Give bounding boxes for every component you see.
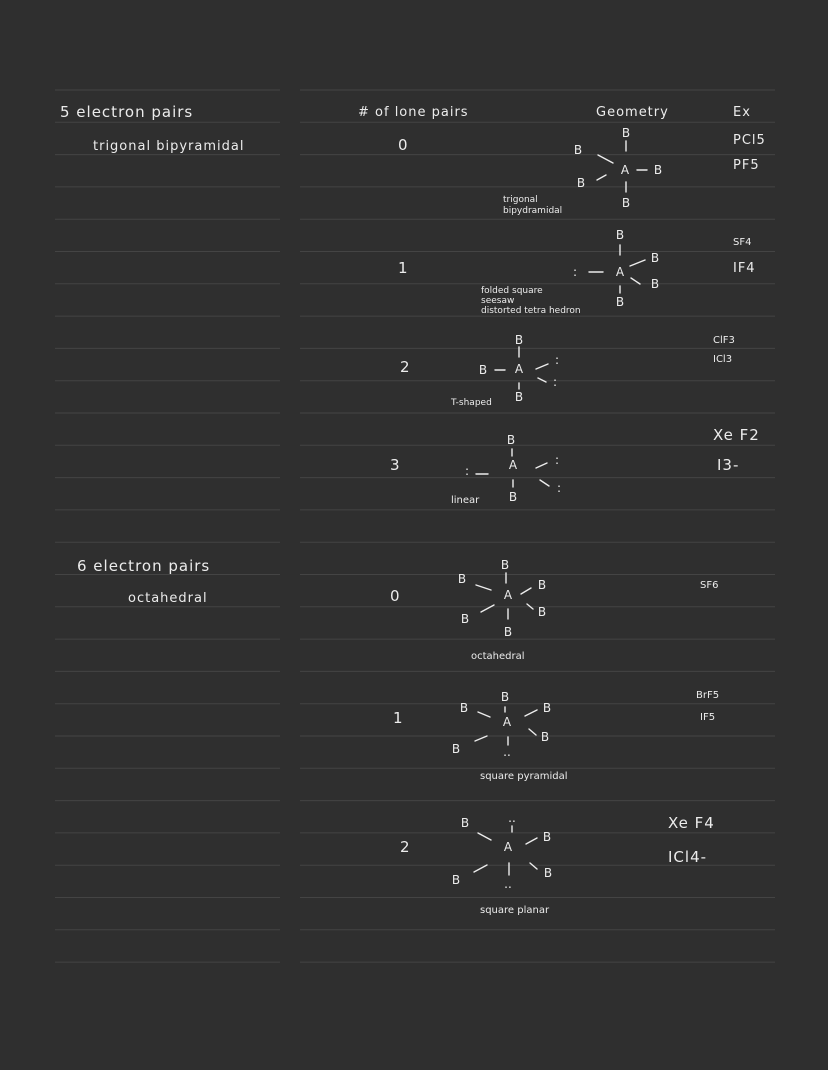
lone-pair: .. — [504, 877, 512, 891]
column-header-ex: Ex — [733, 105, 751, 120]
lone-pairs-count: 2 — [400, 358, 411, 376]
lone-pairs-count: 2 — [400, 838, 411, 856]
example: PF5 — [733, 158, 760, 173]
lone-pair: : — [552, 375, 558, 389]
bonded-atom: B — [451, 873, 461, 887]
lone-pair: : — [556, 481, 562, 495]
lone-pair: : — [572, 265, 578, 279]
geometry-label: bipydramidal — [503, 206, 563, 216]
example: PCl5 — [733, 133, 766, 148]
lone-pair: .. — [508, 811, 516, 825]
bonded-atom: B — [457, 572, 467, 586]
bonded-atom: B — [506, 433, 516, 447]
bonded-atom: B — [508, 490, 518, 504]
example: Xe F4 — [668, 814, 715, 832]
central-atom: A — [615, 265, 625, 279]
bonded-atom: B — [503, 625, 513, 639]
section-subheading-5: trigonal bipyramidal — [93, 139, 245, 154]
bonded-atom: B — [514, 333, 524, 347]
geometry-label: trigonal — [503, 195, 538, 205]
bonded-atom: B — [459, 701, 469, 715]
bonded-atom: B — [540, 730, 550, 744]
bonded-atom: B — [615, 228, 625, 242]
bonded-atom: B — [500, 690, 510, 704]
bonded-atom: B — [460, 816, 470, 830]
example: ICl3 — [713, 354, 733, 365]
bonded-atom: B — [650, 251, 660, 265]
bonded-atom: B — [621, 126, 631, 140]
example: I3- — [717, 456, 740, 474]
lone-pair: : — [464, 464, 470, 478]
lone-pairs-count: 1 — [393, 709, 404, 727]
geometry-label: distorted tetra hedron — [481, 306, 581, 316]
central-atom: A — [620, 163, 630, 177]
example: SF6 — [700, 580, 719, 591]
column-header-geometry: Geometry — [596, 105, 669, 120]
example: ClF3 — [713, 335, 735, 346]
bonded-atom: B — [543, 866, 553, 880]
lone-pairs-count: 3 — [390, 456, 401, 474]
geometry-label: T-shaped — [451, 398, 492, 408]
geometry-label: linear — [451, 495, 480, 506]
example: IF4 — [733, 261, 756, 276]
lone-pair: : — [554, 453, 560, 467]
example: ICl4- — [668, 848, 708, 866]
geometry-label: square pyramidal — [480, 771, 568, 782]
central-atom: A — [514, 362, 524, 376]
lone-pairs-count: 0 — [398, 136, 409, 154]
central-atom: A — [502, 715, 512, 729]
bonded-atom: B — [542, 830, 552, 844]
bonded-atom: B — [478, 363, 488, 377]
bonded-atom: B — [650, 277, 660, 291]
bonded-atom: B — [500, 558, 510, 572]
example: Xe F2 — [713, 426, 760, 444]
section-heading-5: 5 electron pairs — [60, 103, 194, 121]
central-atom: A — [503, 588, 513, 602]
bonded-atom: B — [576, 176, 586, 190]
central-atom: A — [503, 840, 513, 854]
geometry-label: octahedral — [471, 651, 525, 662]
geometry-label: folded square — [481, 286, 543, 296]
bonded-atom: B — [451, 742, 461, 756]
column-header-lone-pairs: # of lone pairs — [358, 105, 469, 120]
lone-pairs-count: 1 — [398, 259, 409, 277]
example: BrF5 — [696, 690, 720, 701]
bonded-atom: B — [514, 390, 524, 404]
bonded-atom: B — [573, 143, 583, 157]
section-heading-6: 6 electron pairs — [77, 557, 211, 575]
bonded-atom: B — [537, 605, 547, 619]
bonded-atom: B — [537, 578, 547, 592]
bonded-atom: B — [653, 163, 663, 177]
bonded-atom: B — [460, 612, 470, 626]
lone-pair: .. — [503, 745, 511, 759]
bonded-atom: B — [621, 196, 631, 210]
geometry-label: square planar — [480, 905, 550, 916]
section-subheading-6: octahedral — [128, 591, 208, 606]
example: SF4 — [733, 237, 752, 248]
bonded-atom: B — [615, 295, 625, 309]
central-atom: A — [508, 458, 518, 472]
bonded-atom: B — [542, 701, 552, 715]
lone-pairs-count: 0 — [390, 587, 401, 605]
geometry-label: seesaw — [481, 296, 515, 306]
lone-pair: : — [554, 353, 560, 367]
example: IF5 — [700, 712, 716, 723]
